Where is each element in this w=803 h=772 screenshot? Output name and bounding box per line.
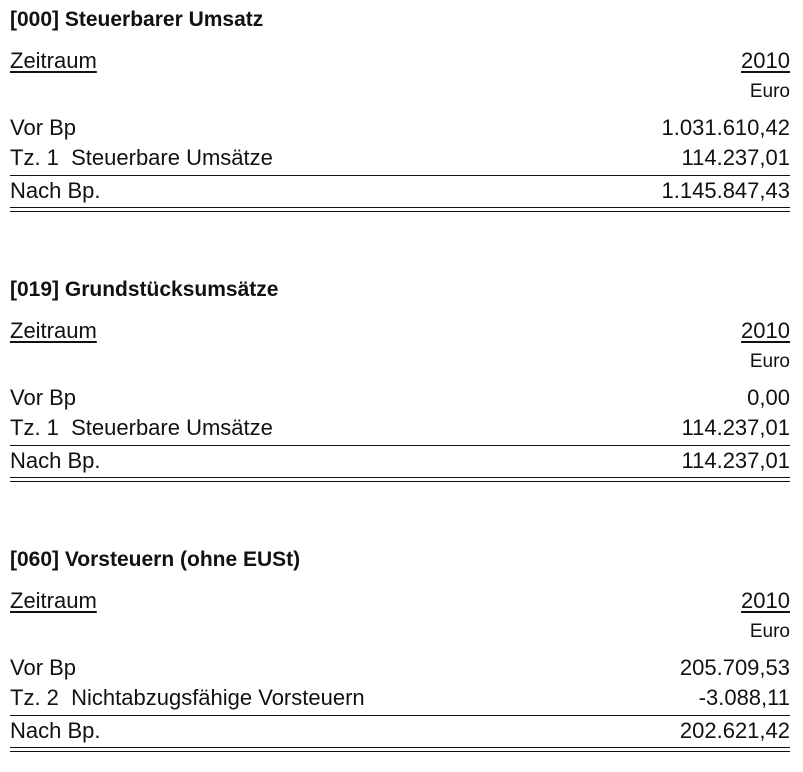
row-value: -3.088,11	[698, 685, 790, 710]
row-label: Tz. 1 Steuerbare Umsätze	[10, 415, 273, 440]
row-label: Vor Bp	[10, 655, 77, 680]
table-row	[10, 655, 790, 681]
header-row	[10, 318, 790, 344]
section-title: [019] Grundstücksumsätze	[10, 278, 279, 301]
row-value: 0,00	[747, 385, 790, 410]
total-value: 1.145.847,43	[661, 178, 790, 203]
total-double-rule	[10, 477, 790, 482]
row-label: Tz. 2 Nichtabzugsfähige Vorsteuern	[10, 685, 365, 710]
total-label: Nach Bp.	[10, 448, 101, 473]
total-label: Nach Bp.	[10, 718, 101, 743]
table-row	[10, 685, 790, 711]
section-title: [000] Steuerbarer Umsatz	[10, 8, 264, 31]
table-row	[10, 385, 790, 411]
row-label: Vor Bp	[10, 385, 77, 410]
total-double-rule	[10, 747, 790, 752]
subtotal-rule	[10, 445, 790, 446]
total-label: Nach Bp.	[10, 178, 101, 203]
unit-label: Euro	[749, 621, 790, 642]
total-row	[10, 718, 790, 744]
header-row	[10, 48, 790, 74]
year-label: 2010	[741, 588, 790, 613]
year-label: 2010	[741, 318, 790, 343]
row-value: 114.237,01	[681, 415, 790, 440]
year-label: 2010	[741, 48, 790, 73]
total-row	[10, 448, 790, 474]
total-row	[10, 178, 790, 204]
section-title: [060] Vorsteuern (ohne EUSt)	[10, 548, 301, 571]
total-double-rule	[10, 207, 790, 212]
row-value: 205.709,53	[679, 655, 790, 680]
period-label: Zeitraum	[10, 48, 97, 73]
subtotal-rule	[10, 715, 790, 716]
subtotal-rule	[10, 175, 790, 176]
unit-label: Euro	[749, 351, 790, 372]
period-label: Zeitraum	[10, 318, 97, 343]
period-label: Zeitraum	[10, 588, 97, 613]
row-value: 1.031.610,42	[661, 115, 790, 140]
total-value: 114.237,01	[681, 448, 790, 473]
unit-label: Euro	[749, 81, 790, 102]
row-value: 114.237,01	[681, 145, 790, 170]
table-row	[10, 145, 790, 171]
row-label: Vor Bp	[10, 115, 77, 140]
table-row	[10, 115, 790, 141]
row-label: Tz. 1 Steuerbare Umsätze	[10, 145, 273, 170]
header-row	[10, 588, 790, 614]
table-row	[10, 415, 790, 441]
total-value: 202.621,42	[679, 718, 790, 743]
